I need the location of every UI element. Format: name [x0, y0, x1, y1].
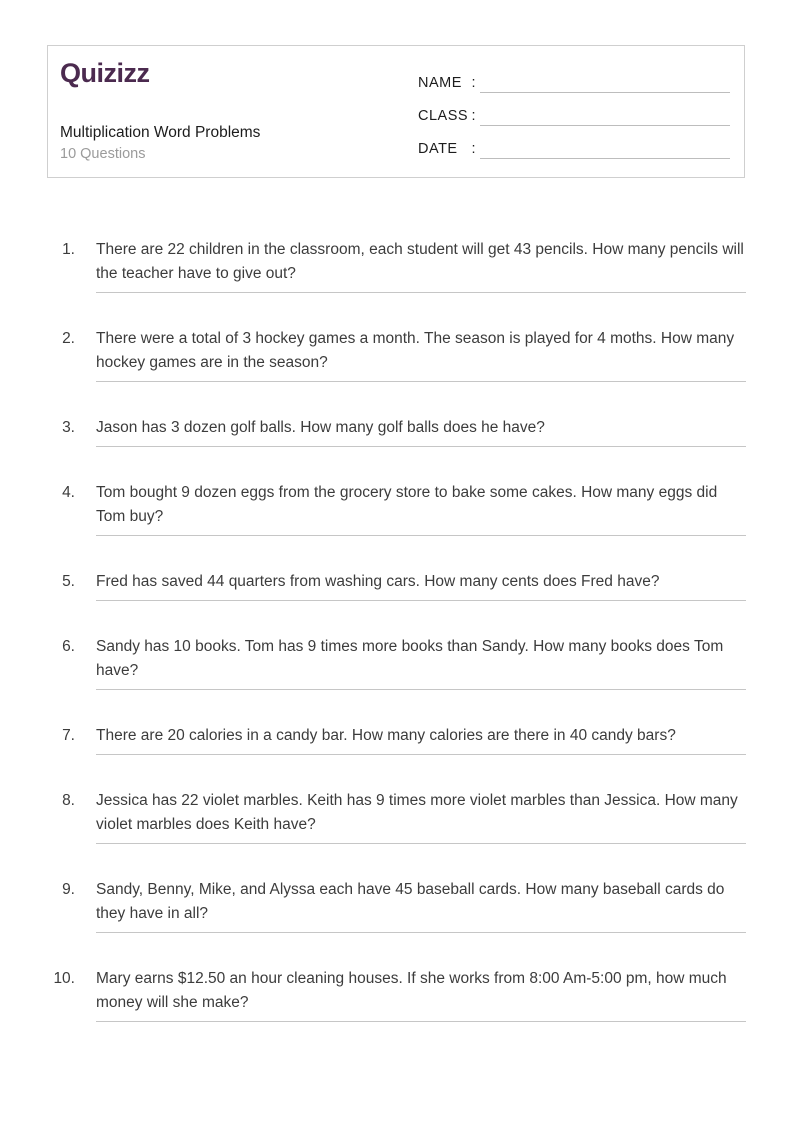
class-input-line[interactable] [480, 106, 730, 126]
name-label: NAME : [418, 75, 476, 91]
question-text: Tom bought 9 dozen eggs from the grocery store to bake some cakes. How many eggs did Tom buy? [96, 484, 718, 525]
question-row [47, 238, 746, 293]
question-number: 3. [62, 419, 75, 436]
question-text: Sandy has 10 books. Tom has 9 times more books than Sandy. How many books does Tom have? [96, 638, 724, 679]
header-fields [418, 59, 730, 165]
question-number: 9. [62, 881, 75, 898]
question-text: Jason has 3 dozen golf balls. How many golf balls does he have? [96, 419, 545, 436]
date-field-row [418, 133, 730, 159]
worksheet-header [47, 45, 745, 178]
date-label: DATE : [418, 141, 476, 157]
answer-line[interactable] [96, 416, 746, 447]
answer-line[interactable] [96, 570, 746, 601]
answer-line[interactable] [96, 327, 746, 382]
question-number: 6. [62, 638, 75, 655]
quizizz-logo: Quizizz [60, 58, 150, 88]
answer-line[interactable] [96, 724, 746, 755]
question-row [47, 789, 746, 844]
question-number: 10. [53, 970, 75, 987]
question-text: There were a total of 3 hockey games a month. The season is played for 4 moths. How many hockey games are in the season? [96, 330, 735, 371]
question-text: There are 20 calories in a candy bar. How many calories are there in 40 candy bars? [96, 727, 676, 744]
answer-line[interactable] [96, 789, 746, 844]
question-number: 4. [62, 484, 75, 501]
question-number: 1. [62, 241, 75, 258]
question-number: 8. [62, 792, 75, 809]
question-number: 2. [62, 330, 75, 347]
question-text: Mary earns $12.50 an hour cleaning houses. If she works from 8:00 Am-5:00 pm, how much money will she make? [96, 970, 727, 1011]
question-row [47, 327, 746, 382]
question-text: Sandy, Benny, Mike, and Alyssa each have 45 baseball cards. How many baseball cards do they have in all? [96, 881, 725, 922]
worksheet-title: Multiplication Word Problems [60, 123, 261, 141]
answer-line[interactable] [96, 481, 746, 536]
question-number: 7. [62, 727, 75, 744]
answer-line[interactable] [96, 238, 746, 293]
class-label: CLASS : [418, 108, 476, 124]
question-row [47, 481, 746, 536]
question-number: 5. [62, 573, 75, 590]
question-row [47, 635, 746, 690]
answer-line[interactable] [96, 967, 746, 1022]
question-row [47, 878, 746, 933]
name-field-row [418, 67, 730, 93]
question-text: Jessica has 22 violet marbles. Keith has 9 times more violet marbles than Jessica. How many violet marbles does Keith have? [96, 792, 738, 833]
date-input-line[interactable] [480, 139, 730, 159]
question-list [47, 238, 746, 1056]
question-row [47, 570, 746, 601]
header-left-column [60, 59, 260, 165]
answer-line[interactable] [96, 635, 746, 690]
answer-line[interactable] [96, 878, 746, 933]
question-row [47, 967, 746, 1022]
question-row [47, 416, 746, 447]
question-count: 10 Questions [60, 146, 146, 163]
class-field-row [418, 100, 730, 126]
question-text: Fred has saved 44 quarters from washing cars. How many cents does Fred have? [96, 573, 660, 590]
title-block [60, 123, 260, 165]
question-row [47, 724, 746, 755]
name-input-line[interactable] [480, 73, 730, 93]
question-text: There are 22 children in the classroom, each student will get 43 pencils. How many pencils will the teacher have to give out? [96, 241, 744, 282]
